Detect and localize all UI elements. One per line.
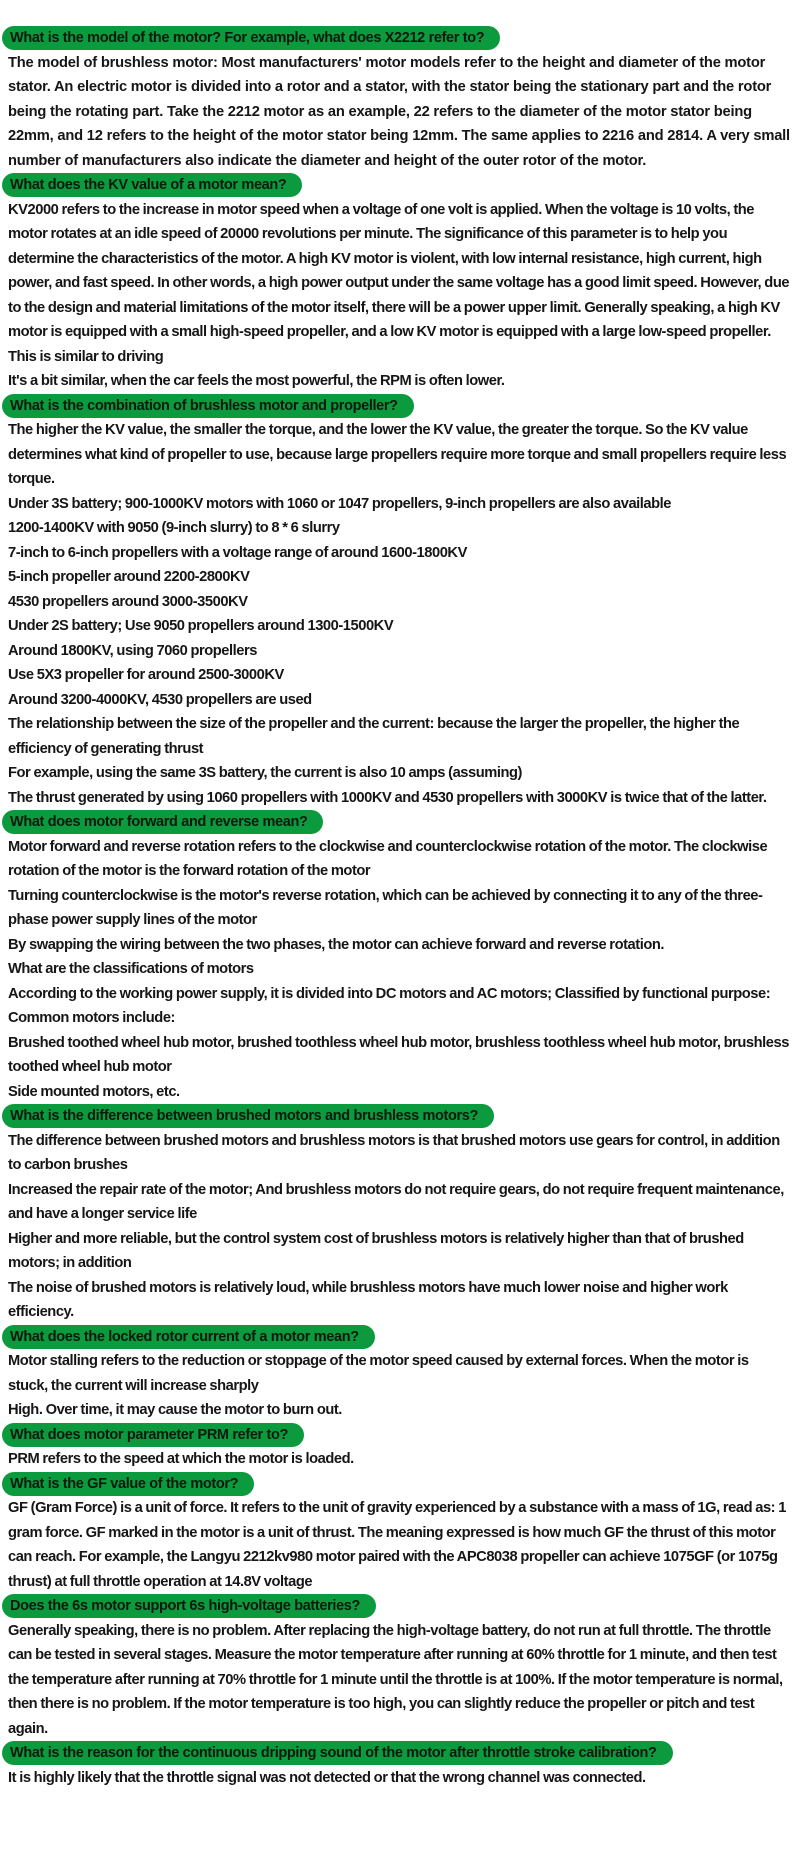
faq-answer-paragraph: For example, using the same 3S battery, the current is also 10 amps (assuming)	[8, 765, 522, 781]
faq-answer-paragraph: Higher and more reliable, but the control system cost of brushless motors is relatively higher than that of brushed motors; in addition	[8, 1230, 744, 1271]
faq-question-row	[0, 1594, 800, 1619]
faq-section	[0, 1325, 800, 1423]
faq-section	[0, 1423, 800, 1472]
faq-question-row	[0, 26, 800, 51]
faq-section	[0, 394, 800, 811]
faq-answer-paragraph: High. Over time, it may cause the motor to burn out.	[8, 1402, 342, 1418]
faq-answer-paragraph: Increased the repair rate of the motor; And brushless motors do not require gears, do not require frequent maintenance, and have a longer service life	[8, 1181, 784, 1222]
faq-answer-paragraph: What are the classifications of motors	[8, 961, 254, 977]
faq-question-row	[0, 394, 800, 419]
faq-question-heading: What does motor parameter PRM refer to?	[2, 1423, 304, 1447]
faq-question-heading: What does the locked rotor current of a motor mean?	[2, 1325, 375, 1349]
faq-section	[0, 810, 800, 1104]
faq-question-heading: What is the reason for the continuous dripping sound of the motor after throttle stroke calibration?	[2, 1741, 673, 1765]
faq-answer-paragraph: Side mounted motors, etc.	[8, 1083, 180, 1100]
faq-question-row	[0, 173, 800, 198]
faq-answer-paragraph: The thrust generated by using 1060 propellers with 1000KV and 4530 propellers with 3000KV is twice that of the latter.	[8, 789, 767, 806]
faq-answer-paragraph: Generally speaking, there is no problem. After replacing the high-voltage battery, do not run at full throttle. The throttle can be tested in several stages. Measure the motor temperature after running at 60% throttle for 1 minute, and then test the temperature after running at 70% throttle for 1 minute until the throttle is at 100%. If the motor temperature is normal, then there is no problem. If the motor temperature is too high, you can slightly reduce the propeller or pitch and test again.	[8, 1622, 783, 1737]
faq-answer-paragraph: The noise of brushed motors is relatively loud, while brushless motors have much lower noise and higher work efficiency.	[8, 1279, 728, 1320]
faq-answer-paragraph: 1200-1400KV with 9050 (9-inch slurry) to 8 * 6 slurry	[8, 520, 340, 536]
faq-question-row	[0, 1423, 800, 1448]
faq-answer-paragraph: Under 3S battery; 900-1000KV motors with 1060 or 1047 propellers, 9-inch propellers are also available	[8, 495, 672, 512]
faq-section	[0, 1594, 800, 1741]
faq-answer-paragraph: The difference between brushed motors and brushless motors is that brushed motors use gears for control, in addition to carbon brushes	[8, 1132, 780, 1173]
faq-answer-paragraph: Under 2S battery; Use 9050 propellers around 1300-1500KV	[8, 618, 394, 634]
faq-answer-paragraph: Motor forward and reverse rotation refers to the clockwise and counterclockwise rotation of the motor. The clockwise rotation of the motor is the forward rotation of the motor	[8, 838, 768, 879]
faq-section	[0, 1104, 800, 1325]
faq-answer-paragraph: Motor stalling refers to the reduction or stoppage of the motor speed caused by external forces. When the motor is stuck, the current will increase sharply	[8, 1353, 749, 1394]
faq-answer-paragraph: It is highly likely that the throttle signal was not detected or that the wrong channel was connected.	[8, 1769, 646, 1786]
faq-section	[0, 1741, 800, 1790]
faq-answer-paragraph: 7-inch to 6-inch propellers with a voltage range of around 1600-1800KV	[8, 544, 467, 561]
faq-answer-paragraph: GF (Gram Force) is a unit of force. It refers to the unit of gravity experienced by a substance with a mass of 1G, read as: 1 gram force. GF marked in the motor is a unit of thrust. The meaning expressed is how much GF the thrust of this motor can reach. For example, the Langyu 2212kv980 motor paired with the APC8038 propeller can achieve 1075GF (or 1075g thrust) at full throttle operation at 14.8V voltage	[8, 1500, 786, 1590]
faq-question-row	[0, 1325, 800, 1350]
faq-answer-paragraph: The higher the KV value, the smaller the torque, and the lower the KV value, the greater the torque. So the KV value determines what kind of propeller to use, because large propellers require more torque and small propellers require less torque.	[8, 422, 787, 487]
faq-question-heading: What does motor forward and reverse mean?	[2, 810, 323, 834]
faq-question-heading: What is the GF value of the motor?	[2, 1472, 254, 1496]
faq-answer-paragraph: Use 5X3 propeller for around 2500-3000KV	[8, 667, 284, 683]
faq-answer-paragraph: It's a bit similar, when the car feels the most powerful, the RPM is often lower.	[8, 373, 505, 389]
faq-question-heading: What is the difference between brushed motors and brushless motors?	[2, 1104, 494, 1128]
faq-answer-paragraph: KV2000 refers to the increase in motor speed when a voltage of one volt is applied. When the voltage is 10 volts, the motor rotates at an idle speed of 20000 revolutions per minute. The significance of this parameter is to help you determine the characteristics of the motor. A high KV motor is violent, with low internal resistance, high current, high power, and fast speed. In other words, a high power output under the same voltage has a good limit speed. However, due to the design and material limitations of the motor itself, there will be a power upper limit. Generally speaking, a high KV motor is equipped with a small high-speed propeller, and a low KV motor is equipped with a large low-speed propeller. This is similar to driving	[8, 201, 790, 365]
faq-answer-paragraph: The relationship between the size of the propeller and the current: because the larger the propeller, the higher the efficiency of generating thrust	[8, 716, 740, 757]
faq-section	[0, 26, 800, 173]
faq-answer-paragraph: 4530 propellers around 3000-3500KV	[8, 593, 248, 610]
faq-question-heading: What is the combination of brushless motor and propeller?	[2, 394, 414, 418]
faq-answer-paragraph: Turning counterclockwise is the motor's reverse rotation, which can be achieved by connecting it to any of the three-phase power supply lines of the motor	[8, 887, 763, 928]
faq-question-row	[0, 810, 800, 835]
faq-answer-paragraph: The model of brushless motor: Most manufacturers' motor models refer to the height and diameter of the motor stator. An electric motor is divided into a rotor and a stator, with the stator being the stationary part and the rotor being the rotating part. Take the 2212 motor as an example, 22 refers to the diameter of the motor stator being 22mm, and 12 refers to the height of the motor stator being 12mm. The same applies to 2216 and 2814. A very small number of manufacturers also indicate the diameter and height of the outer rotor of the motor.	[8, 54, 790, 169]
faq-answer-paragraph: Brushed toothed wheel hub motor, brushed toothless wheel hub motor, brushless toothless wheel hub motor, brushless toothed wheel hub motor	[8, 1034, 789, 1075]
faq-answer-paragraph: Around 1800KV, using 7060 propellers	[8, 642, 257, 659]
faq-question-row	[0, 1741, 800, 1766]
faq-answer-paragraph: By swapping the wiring between the two phases, the motor can achieve forward and reverse rotation.	[8, 936, 665, 953]
faq-section	[0, 1472, 800, 1595]
faq-question-heading: What is the model of the motor? For example, what does X2212 refer to?	[2, 26, 500, 50]
faq-answer-paragraph: PRM refers to the speed at which the motor is loaded.	[8, 1451, 354, 1467]
faq-answer-paragraph: 5-inch propeller around 2200-2800KV	[8, 569, 250, 585]
faq-answer-paragraph: According to the working power supply, it is divided into DC motors and AC motors; Classified by functional purpose: Common motors include:	[8, 985, 771, 1026]
faq-question-heading: What does the KV value of a motor mean?	[2, 173, 302, 197]
faq-question-heading: Does the 6s motor support 6s high-voltage batteries?	[2, 1594, 376, 1618]
faq-question-row	[0, 1472, 800, 1497]
faq-question-row	[0, 1104, 800, 1129]
faq-section	[0, 173, 800, 394]
faq-answer-paragraph: Around 3200-4000KV, 4530 propellers are used	[8, 691, 312, 708]
